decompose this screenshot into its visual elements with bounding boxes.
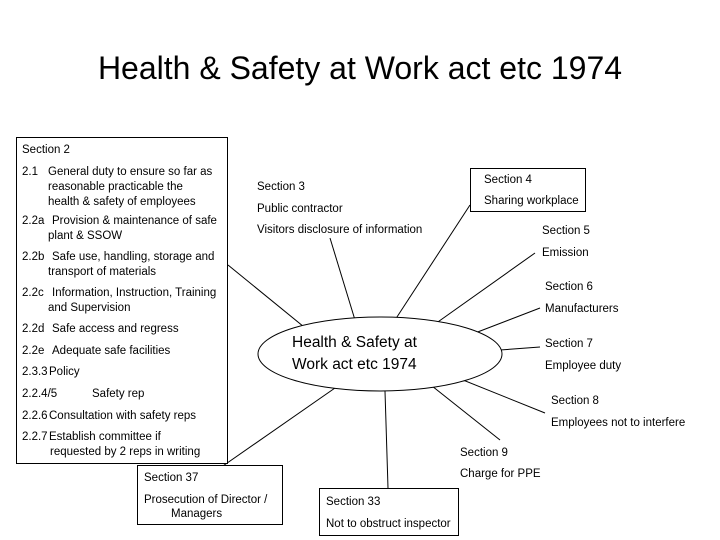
section8-body: Employees not to interfere	[551, 417, 686, 429]
section8-heading: Section 8	[551, 395, 599, 407]
section7-body: Employee duty	[545, 360, 622, 372]
central-label	[292, 332, 462, 376]
section6-body: Manufacturers	[545, 303, 619, 315]
connector-section9	[432, 386, 500, 440]
connector-section7	[500, 347, 540, 350]
section33-body: Not to obstruct inspector	[326, 518, 451, 530]
central-label-line1: Health & Safety at	[292, 334, 417, 351]
section33-box	[319, 488, 459, 536]
section37-line2: Managers	[171, 508, 223, 520]
section4-heading: Section 4	[484, 174, 532, 186]
section2-heading: Section 2	[22, 144, 70, 156]
connector-section37	[220, 388, 335, 468]
section3-line1: Public contractor	[257, 203, 343, 215]
connector-section3	[330, 238, 355, 320]
section6-heading: Section 6	[545, 281, 593, 293]
section9-body: Charge for PPE	[460, 468, 541, 480]
central-label-line2: Work act etc 1974	[292, 356, 417, 373]
section7-heading: Section 7	[545, 338, 593, 350]
page-title: Health & Safety at Work act etc 1974	[97, 50, 623, 86]
section2-box: Section 2 2.1 General duty to ensure so far as reasonable practicable the health & safety of employees 2.2a Provision & maintenance of safe plant & SSOW 2.2b Safe use, handling, storage and transport of materials 2.2c Information, Instruction, Training and Supervision 2.2d Safe access and regress 2.2e Adequate safe facilities 2.3.3 Policy 2.2.4/5 Safety rep 2.2.6 Consultation with safety reps 2.2.7 Establish committee if requested by 2 reps in writing	[16, 137, 228, 464]
section37-heading: Section 37	[144, 472, 199, 484]
section3-line2: Visitors disclosure of information	[257, 224, 423, 236]
section7-box	[538, 334, 638, 376]
section5-heading: Section 5	[542, 225, 590, 237]
section5-body: Emission	[542, 247, 589, 259]
section9-box	[454, 441, 564, 485]
section9-heading: Section 9	[460, 447, 508, 459]
section33-heading: Section 33	[326, 496, 381, 508]
section37-line1: Prosecution of Director /	[144, 494, 268, 506]
connector-section5	[435, 253, 535, 324]
section8-box	[543, 390, 703, 432]
connector-section8	[458, 378, 545, 413]
section5-box	[535, 222, 625, 264]
connector-section33	[385, 391, 388, 488]
section3-box	[250, 170, 465, 240]
section6-box	[538, 277, 638, 319]
section3-heading: Section 3	[257, 181, 305, 193]
section4-box	[470, 168, 586, 212]
section37-box	[137, 465, 283, 525]
section4-body: Sharing workplace	[484, 195, 579, 207]
